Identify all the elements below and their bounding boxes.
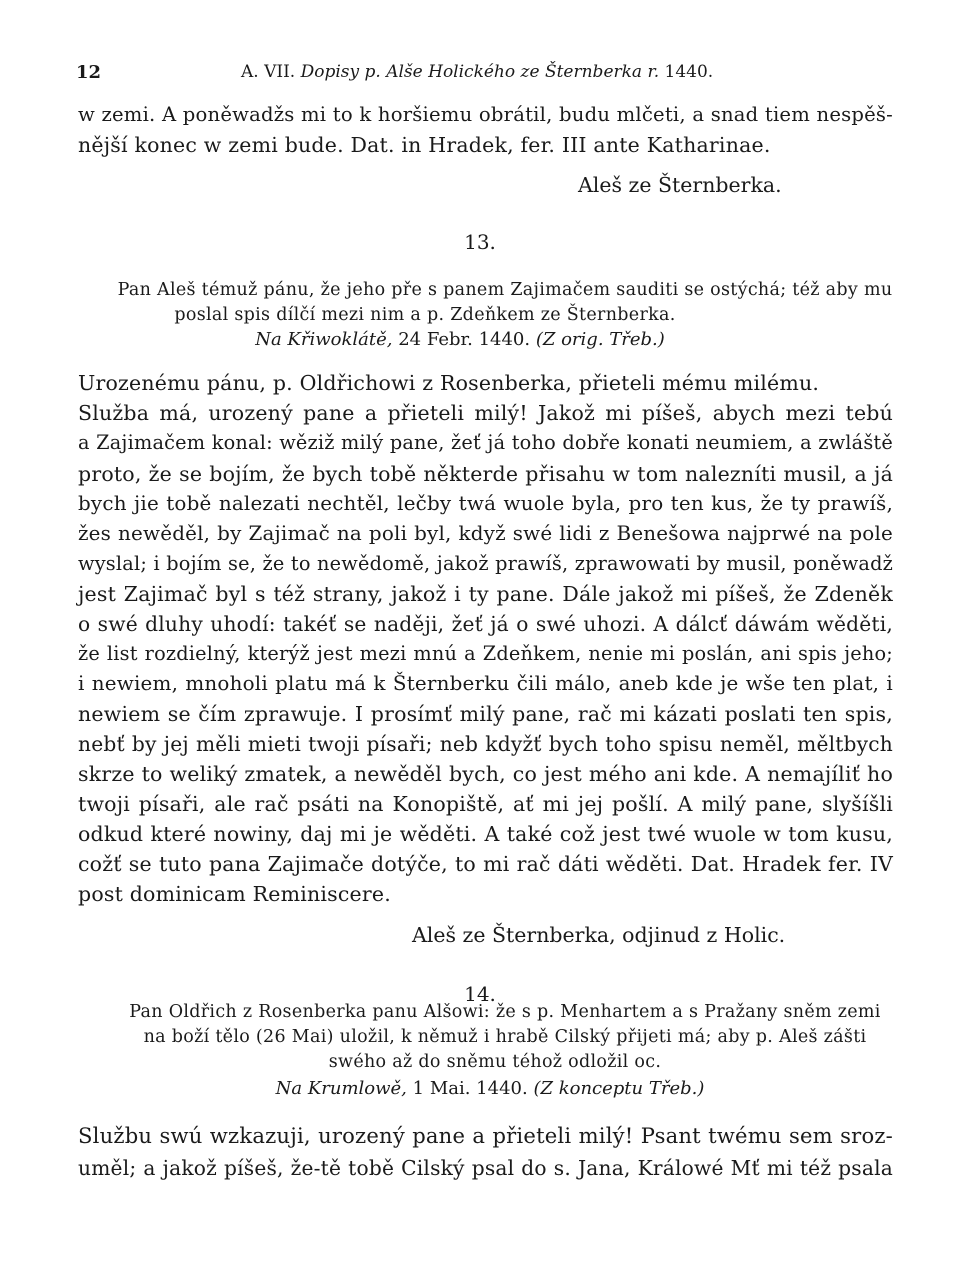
text-line: post dominicam Reminiscere. — [78, 882, 391, 906]
text-line: wyslal; i bojím se, že to newědomě, jakož prawíš, zprawowati by musil, poněwadž — [78, 552, 893, 575]
summary-line: swého až do sněmu téhož odložil oc. — [328, 1052, 662, 1072]
source-place: Na Křiwoklátě, — [255, 329, 393, 350]
text-line: bych jie tobě nalezati nechtěl, lečby twá wuole byla, pro ten kus, že ty prawíš, — [78, 492, 893, 515]
running-head-prefix: A. VII. — [241, 62, 296, 82]
text-line: i newiem, mnoholi platu má k Šternberku čili málo, aneb kde je wše ten plat, i — [78, 672, 893, 695]
text-line: cožť se tuto pana Zajimače dotýče, to mi rač dáti wěděti. Dat. Hradek fer. IV — [78, 852, 893, 876]
running-head-year: 1440. — [664, 62, 714, 82]
text-line: uměl; a jakož píšeš, že-tě tobě Cilský psal do s. Jana, Králowé Mť mi též psala — [78, 1156, 893, 1180]
text-line: w zemi. A poněwadžs mi to k horšiemu obrátil, budu mlčeti, a snad tiem nespěš- — [78, 103, 893, 126]
text-line: o swé dluhy uhodí: takéť se naději, žeť já o swé uhozi. A dálcť dáwám wěděti, — [78, 612, 893, 636]
text-line: nebť by jej měli mieti twoji písaři; neb kdyžť bych toho spisu neměl, měltbych — [78, 732, 893, 756]
source-date: 1 Mai. 1440. — [412, 1078, 528, 1099]
page-number: 12 — [76, 62, 102, 83]
text-line: nější konec w zemi bude. Dat. in Hradek, fer. III ante Katharinae. — [78, 133, 771, 157]
signature: Aleš ze Šternberka. — [578, 173, 782, 197]
document-number: 14. — [464, 982, 496, 1006]
source-line — [0, 328, 920, 352]
summary-line: Pan Aleš témuž pánu, že jeho pře s panem Zajimačem sauditi se ostýchá; též aby mu — [117, 280, 893, 300]
running-head — [241, 62, 713, 82]
signature: Aleš ze Šternberka, odjinud z Holic. — [412, 923, 786, 947]
running-head-title: Dopisy p. Alše Holického ze Šternberka r. — [300, 62, 660, 82]
text-line: twoji písaři, ale rač psáti na Konopiště, ať mi jej pošlí. A milý pane, slyšíšli — [78, 792, 893, 816]
text-line: jest Zajimač byl s též strany, jakož i ty pane. Dále jakož mi píšeš, že Zdeněk — [78, 582, 893, 606]
text-line: skrze to weliký zmatek, a newěděl bych, co jest mého ani kde. A nemajíliť ho — [78, 762, 893, 786]
text-line: newiem se čím zprawuje. I prosímť milý pane, rač mi kázati poslati ten spis, — [78, 702, 893, 726]
summary-line: poslal spis dílčí mezi nim a p. Zdeňkem ze Šternberka. — [174, 305, 676, 325]
text-line: proto, že se bojím, že bych tobě některde přisahu w tom nalezníti musil, a já — [78, 462, 893, 486]
text-line: Služba má, urozený pane a přieteli milý! Jakož mi píšeš, abych mezi tebú — [78, 401, 893, 425]
source-line — [0, 1077, 960, 1101]
source-note: (Z orig. Třeb.) — [535, 329, 665, 350]
summary-line: Pan Oldřich z Rosenberka panu Alšowi: že s p. Menhartem a s Pražany sněm zemi — [129, 1002, 881, 1022]
text-line: a Zajimačem konal: wěziž milý pane, žeť já toho dobře konati neumiem, a zwláště — [78, 431, 893, 454]
source-date: 24 Febr. 1440. — [398, 329, 531, 350]
summary-line: na boží tělo (26 Mai) uložil, k němuž i hrabě Cilský přijeti má; aby p. Aleš zášti — [143, 1027, 867, 1047]
text-line: Službu swú wzkazuji, urozený pane a přieteli milý! Psant twému sem sroz- — [78, 1123, 893, 1148]
page-header — [76, 62, 896, 88]
source-note: (Z konceptu Třeb.) — [533, 1078, 705, 1099]
text-line: že list rozdielný, kterýž jest mezi mnú a Zdeňkem, nenie mi poslán, ani spis jeho; — [78, 642, 893, 665]
salutation-line: Urozenému pánu, p. Oldřichowi z Rosenberka, přieteli mému milému. — [78, 371, 820, 395]
text-line: žes newěděl, by Zajimač na poli byl, když swé lidi z Benešowa najprwé na pole — [78, 522, 893, 545]
document-number: 13. — [464, 230, 496, 254]
text-line: odkud které nowiny, daj mi je wěděti. A také což jest twé wuole w tom kusu, — [78, 822, 893, 846]
source-place: Na Krumlowě, — [275, 1078, 407, 1099]
